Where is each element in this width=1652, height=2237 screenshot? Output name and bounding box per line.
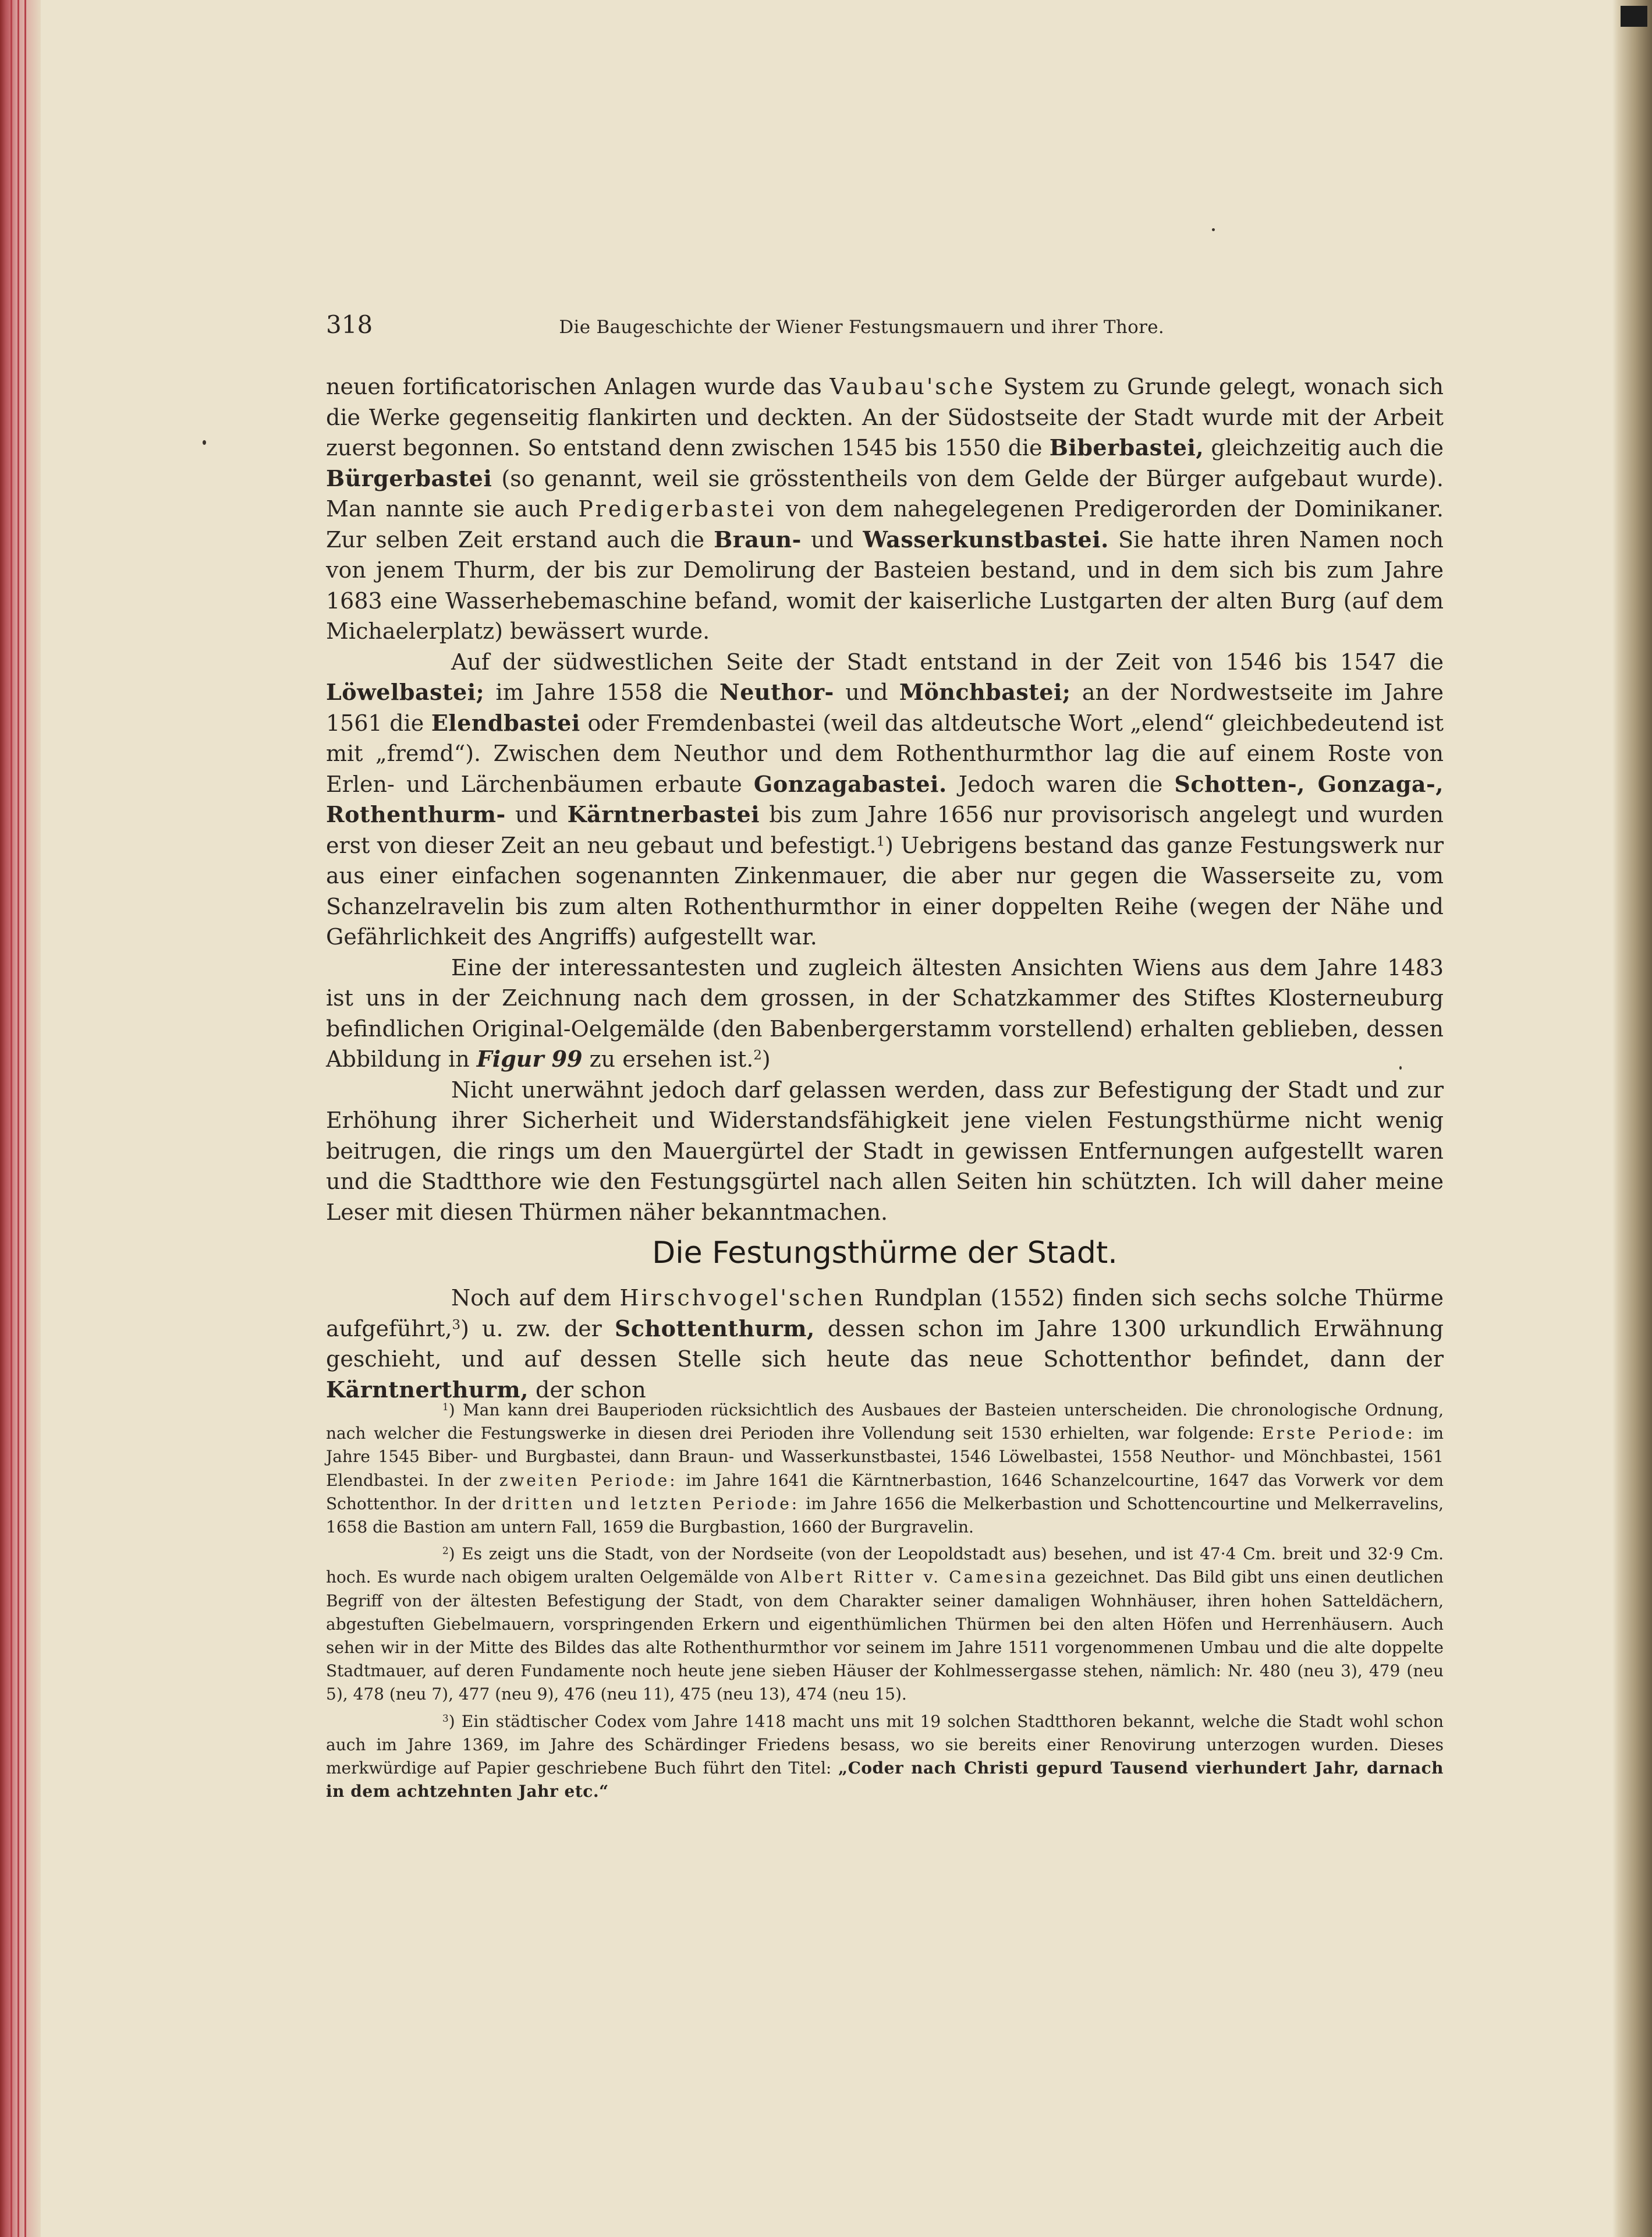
running-head: Die Baugeschichte der Wiener Festungsmauern und ihrer Thore. [559, 317, 1164, 338]
text-run: Rundplan (1552) finden sich sechs solche Thürme aufgeführt, [326, 1285, 1444, 1342]
text-run: im Jahre 1656 die Melkerbastion und Schottencourtine und Melkerravelins, 1658 die Bastion am untern Fall, 1659 die Burgbastion, 1660 der Burgravelin. [326, 1493, 1444, 1537]
text-run: im Jahre 1545 Biber- und Burgbastei, dann Braun- und Wasserkunstbastei, 1546 Löwelbastei, 1558 Neuthor- und Mönchbastei, 1561 Elendbastei. In der [326, 1424, 1444, 1490]
fraktur-term: Braun- [714, 526, 802, 553]
text-run: ) Ein städtischer Codex vom Jahre 1418 macht uns mit 19 solchen Stadtthoren bekannt, welche die Stadt wohl schon auch im Jahre 1369, im Jahre des Schärdinger Friedens besass, wo sie bereits einer Renovirung unterzogen wurden. Dieses merkwürdige auf Papier geschriebene Buch führt den Titel: [326, 1711, 1444, 1778]
main-text [326, 371, 1444, 1227]
text-run: im Jahre 1641 die Kärntnerbastion, 1646 Schanzelcourtine, 1647 das Vorwerk vor dem Schottenthor. In der [326, 1470, 1444, 1513]
paragraph-5 [326, 1283, 1444, 1405]
footnote-ref: 3 [452, 1316, 461, 1332]
text-run: gezeichnet. Das Bild gibt uns einen deutlichen Begriff von der ältesten Befestigung der Stadt, von dem Charakter seiner damaligen Wohnhäuser, ihren hohen Satteldächern, abgestuften Giebelmauern, vorspringenden Erkern und eigenthümlichen Thürmen bei den alten Höfen und Herrenhäusern. Auch sehen wir in der Mitte des Bildes das alte Rothenthurmthor vor seinem im Jahre 1511 vorgenommenen Umbau und die alte doppelte Stadtmauer, auf deren Fundamente noch heute jene sieben Häuser der Kohlmessergasse stehen, nämlich: Nr. 480 (neu 3), 479 (neu 5), 478 (neu 7), 477 (neu 9), 476 (neu 11), 475 (neu 13), 474 (neu 15). [326, 1567, 1444, 1704]
speck [1212, 228, 1215, 231]
fraktur-term: Gonzagabastei. [753, 770, 947, 797]
text-run: ) Man kann drei Bauperioden rücksichtlich des Ausbaues der Basteien unterscheiden. Die chronologische Ordnung, nach welcher die Festungswerke in diesen drei Perioden ihre Vollendung seit 1530 erhielten, war folgende: [326, 1400, 1444, 1443]
paragraph-2 [326, 647, 1444, 953]
page-number: 318 [326, 310, 373, 339]
text-run: an der Nordwestseite im Jahre 1561 die [326, 679, 1444, 736]
scan-corner-mark [1621, 6, 1647, 27]
footnote-2 [326, 1542, 1444, 1706]
paragraph-1 [326, 371, 1444, 647]
page-edge-line [24, 0, 26, 2237]
spaced-term: dritten und letzten Periode: [502, 1493, 800, 1513]
spaced-term: Erste Periode: [1262, 1424, 1415, 1443]
text-run: ) Uebrigens bestand das ganze Festungswerk nur aus einer einfachen sogenannten Zinkenmauer, die aber nur gegen die Wasserseite zu, vom Schanzelravelin bis zum alten Rothenthurmthor in einer doppelten Reihe (wegen der Nähe und Gefährlichkeit des Angriffs) aufgestellt war. [326, 832, 1444, 950]
section-text [326, 1283, 1444, 1405]
text-run: ) [761, 1046, 771, 1072]
fraktur-title: „Coder nach Christi gepurd Tausend vierhundert Jahr, darnach in dem achtzehnten Jahr etc.“ [326, 1758, 1444, 1801]
fraktur-term: Elendbastei [431, 709, 580, 736]
text-run: der schon [528, 1376, 646, 1403]
text-run: neuen fortificatorischen Anlagen wurde das [326, 374, 830, 399]
text-run: gleichzeitig auch die [1204, 435, 1444, 461]
paragraph-3 [326, 953, 1444, 1075]
text-run: und [801, 526, 863, 553]
speck [203, 440, 206, 445]
fraktur-term: Löwelbastei; [326, 679, 485, 705]
text-run: im Jahre 1558 die [484, 679, 719, 705]
fraktur-term: Biberbastei, [1049, 434, 1204, 461]
spaced-name: Vaubau'sche [829, 374, 996, 399]
footnote-ref: 2 [753, 1047, 762, 1063]
footnote-number: 2 [442, 1544, 449, 1556]
spaced-term: zweiten Periode: [499, 1470, 678, 1490]
book-binding-edge [1612, 0, 1652, 2237]
text-run: Jedoch waren die [946, 771, 1175, 797]
text-run: Eine der interessantesten und zugleich ältesten Ansichten Wiens aus dem Jahre 1483 ist uns in der Zeichnung nach dem grossen, in der Schatzkammer des Stiftes Klosterneuburg befindlichen Original-Oelgemälde (den Babenbergerstamm vorstellend) erhalten geblieben, dessen Abbildung in [326, 954, 1444, 1072]
book-page-edge [0, 0, 41, 2237]
paragraph-4 [326, 1075, 1444, 1228]
spaced-name: Predigerbastei [578, 496, 777, 522]
page-edge-line [17, 0, 19, 2237]
fraktur-term: Neuthor- [719, 679, 834, 705]
footnote-ref: 1 [876, 833, 885, 849]
text-run: von dem nahegelegenen Predigerorden der Dominikaner. Zur selben Zeit erstand auch die [326, 496, 1444, 553]
text-run: oder Fremdenbastei (weil das altdeutsche Wort „elend“ gleichbedeutend ist mit „fremd“). Zwischen dem Neuthor und dem Rothenthurmthor lag die auf einem Roste von Erlen- und Lärchenbäumen erbaute [326, 710, 1444, 797]
page-edge-line [10, 0, 12, 2237]
fraktur-term: Schottenthurm, [614, 1315, 815, 1342]
fraktur-term: Kärntnerthurm, [326, 1376, 529, 1403]
text-run: Nicht unerwähnt jedoch darf gelassen werden, dass zur Befestigung der Stadt und zur Erhöhung ihrer Sicherheit und Widerstandsfähigkeit jene vielen Festungsthürme nicht wenig beitrugen, die rings um den Mauergürtel der Stadt in gewissen Entfernungen aufgestellt waren und die Stadtthore wie den Festungsgürtel nach allen Seiten hin schützten. Ich will daher meine Leser mit diesen Thürmen näher bekanntmachen. [326, 1077, 1444, 1225]
text-run: dessen schon im Jahre 1300 urkundlich Erwähnung geschieht, und auf dessen Stelle sich heute das neue Schottenthor befindet, dann der [326, 1315, 1444, 1372]
footnote-1 [326, 1399, 1444, 1539]
text-run: Sie hatte ihren Namen noch von jenem Thurm, der bis zur Demolirung der Basteien bestand, und in dem sich bis zum Jahre 1683 eine Wasserhebemaschine befand, womit der kaiserliche Lustgarten der alten Burg (auf dem Michaelerplatz) bewässert wurde. [326, 526, 1444, 644]
footnotes [326, 1399, 1444, 1807]
text-run: Noch auf dem [451, 1285, 620, 1311]
spaced-name: Albert Ritter v. Camesina [779, 1567, 1049, 1587]
text-run: System zu Grunde gelegt, wonach sich die Werke gegenseitig flankirten und deckten. An der Südostseite der Stadt wurde mit der Arbeit zuerst begonnen. So entstand denn zwischen 1545 bis 1550 die [326, 374, 1444, 461]
text-run: und [505, 802, 568, 827]
footnote-3 [326, 1710, 1444, 1804]
footnote-number: 3 [442, 1712, 449, 1724]
fraktur-term: Schotten-, Gonzaga-, Rothenthurm- [326, 770, 1444, 827]
text-run: zu ersehen ist. [582, 1046, 754, 1072]
fraktur-term: Wasserkunstbastei. [863, 526, 1109, 553]
text-run: bis zum Jahre 1656 nur provisorisch angelegt und wurden erst von dieser Zeit an neu gebaut und befestigt. [326, 802, 1444, 858]
figure-reference: Figur 99 [476, 1046, 583, 1072]
text-run: Auf der südwestlichen Seite der Stadt entstand in der Zeit von 1546 bis 1547 die [451, 649, 1444, 675]
text-run: ) u. zw. der [460, 1315, 615, 1342]
page-header [326, 310, 1176, 339]
fraktur-term: Kärntnerbastei [567, 801, 760, 827]
text-run: ) Es zeigt uns die Stadt, von der Nordseite (von der Leopoldstadt aus) besehen, und ist 47·4 Cm. breit und 32·9 Cm. hoch. Es wurde nach obigem uralten Oelgemälde von [326, 1544, 1444, 1587]
text-run: (so genannt, weil sie grösstentheils von dem Gelde der Bürger aufgebaut wurde). Man nannte sie auch [326, 465, 1444, 522]
section-heading: Die Festungsthürme der Stadt. [652, 1236, 1118, 1270]
speck [1399, 1066, 1402, 1070]
footnote-number: 1 [442, 1400, 449, 1413]
fraktur-term: Mönchbastei; [899, 679, 1071, 705]
fraktur-term: Bürgerbastei [326, 465, 492, 491]
text-run: und [834, 679, 899, 705]
spaced-name: Hirschvogel'schen [619, 1285, 866, 1311]
